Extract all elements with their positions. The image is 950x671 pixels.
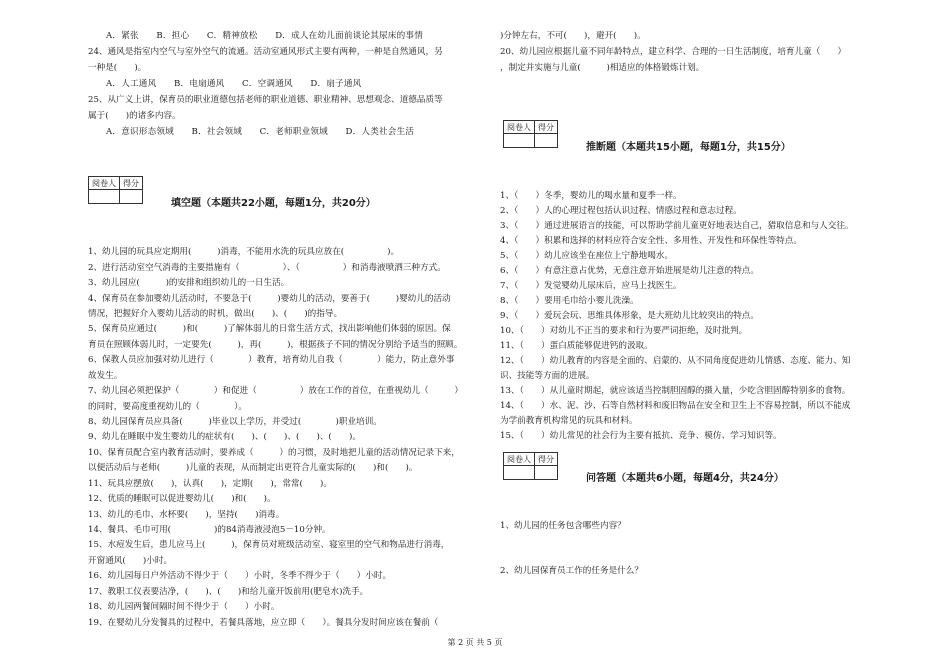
score-label: 得分 [535,453,558,466]
fill-line: 19、在婴幼儿分发餐具的过程中，若餐具落地，应立即（ ）。餐具分发时间应该在餐前（ [88,618,439,628]
grader-label: 阅卷人 [504,453,535,466]
q24-stem: 24、通风是指室内空气与室外空气的流通。活动室通风形式主要有两种，一种是自然通风，另 [88,47,443,57]
q23-options: A．紧张 B．担心 C．精神放松 D．成人在幼儿面前谈论其尿床的事情 [106,31,423,41]
judge-line: 14、（ ）水、泥、沙、石等自然材料和废旧物品在安全和卫生上不容易控制，所以不能成 [500,401,851,411]
score-label: 得分 [535,121,558,134]
grader-cell[interactable] [504,466,535,480]
fill-line: 7、幼儿园必须把保护（ ）和促进（ ）放在工作的首位，在重视幼儿（ ） [88,386,464,396]
fill-line: 2、进行活动室空气消毒的主要措施有（ ）、（ ）和消毒液喷洒三种方式。 [88,263,446,273]
fill-line: 故发生。 [88,371,123,381]
judge-line: 12、（ ）幼儿教育的内容是全面的、启蒙的、从不同角度促进幼儿情感、态度、能力、知 [500,356,851,366]
q20-stem-cont: ，制定并实施与儿童( )相适应的体格锻炼计划。 [500,63,705,73]
score-cell[interactable] [120,190,143,204]
judge-line: 13、（ ）从儿童时期起，就应该适当控制胆固醇的摄入量，少吃含胆固醇特别多的食物。 [500,386,851,396]
fill-line: 16、幼儿园每日户外活动不得少于（ ）小时，冬季不得少于（ ）小时。 [88,571,392,581]
q25-options: A．意识形态领域 B．社会领域 C．老师职业领域 D．人类社会生活 [106,127,415,137]
page-number: 第 2 页 共 5 页 [447,638,503,647]
judge-line: 9、（ ）爱玩会玩、思维具体形象，是大班幼儿比较突出的特点。 [500,311,759,321]
judge-line: 10、（ ）对幼儿不正当的要求和行为要严词拒绝，及时批判。 [500,326,748,336]
fill-line: 14、餐具、毛巾可用( )的84消毒液浸泡5－10分钟。 [88,525,331,535]
fill-line: 1、幼儿园的玩具应定期用( )消毒，不能用水洗的玩具应放在( )。 [88,247,400,257]
judge-line: 3、（ ）通过进展语言的技能，可以帮助学前儿童更好地表达自己，猎取信息和与人交往。 [500,221,854,231]
grader-cell[interactable] [89,190,120,204]
q20-stem: 20、幼儿园应根据儿童不同年龄特点，建立科学、合理的一日生活制度，培育儿童（ ） [500,47,847,57]
fill-line: 5、保育员应通过( )和( )了解体弱儿的日常生活方式，找出影响他们体弱的原因。保 [88,324,451,334]
qa-question-1: 1、幼儿园的任务包含哪些内容？ [500,521,626,531]
score-box-qa [503,452,558,480]
fill-line: 12、优质的睡眠可以促进婴幼儿( )和( )。 [88,494,276,504]
judge-line: 1、（ ）冬季，婴幼儿的喝水量和夏季一样。 [500,191,682,201]
judge-line: 8、（ ）要用毛巾给小婴儿洗澡。 [500,296,639,306]
fill-line: 6、保教人员应加强对幼儿进行（ ）教育，培育幼儿自我（ ）能力，防止意外事 [88,355,455,365]
judge-line: 6、（ ）有意注意占优势，无意注意开始进展是幼儿注意的特点。 [500,266,759,276]
score-box-fill [88,176,143,204]
q25-stem-cont: 属于( )的诸多内容。 [88,111,181,121]
judge-line: 7、（ ）发觉婴幼儿尿床后，应马上找医生。 [500,281,682,291]
q19-cont: )分钟左右，不可( )，避开( )。 [500,31,646,41]
fill-line: 17、教职工仪表要洁净，( )、( )和给儿童开饭前用(肥皂水)洗手。 [88,587,369,597]
fill-line: 育员在照顾体弱儿时，一定要先( )，再( )，根据孩子不同的情况分别给予适当的照顾。 [88,340,463,350]
fill-line: 8、幼儿园保育员应具备( )毕业以上学历，并受过( )职业培训。 [88,417,382,427]
judge-line: 为学前教育机构常见的玩具和材料。 [500,416,638,426]
judge-line: 11、（ ）蛋白质能够促进钙的汲取。 [500,341,653,351]
grader-cell[interactable] [504,134,535,148]
fill-line: 9、幼儿在睡眠中发生婴幼儿的症状有( )、( )、( )、( )。 [88,432,361,442]
qa-question-2: 2、幼儿园保育员工作的任务是什么？ [500,566,643,576]
fill-line: 10、保育员配合室内教育活动时，要养成（ ）的习惯，及时地把儿童的活动情况记录下来， [88,448,460,458]
score-label: 得分 [120,177,143,190]
score-box-judge [503,120,558,148]
fill-line: 15、水痘发生后，患儿应马上( )，保育员对班级活动室、寝室里的空气和物品进行消毒， [88,540,450,550]
grader-label: 阅卷人 [89,177,120,190]
q24-stem-cont: 一种是( )。 [88,63,147,73]
judge-line: 5、（ ）幼儿应该坐在座位上宁静地喝水。 [500,251,674,261]
fill-line: 4、保育员在参加婴幼儿活动时，不要急于( )婴幼儿的活动，要善于( )婴幼儿的活动 [88,294,451,304]
q25-stem: 25、从广义上讲，保育员的职业道德包括老师的职业道德、职业精神、思想观念、道德品质等 [88,95,443,105]
judge-line: 2、（ ）人的心理过程包括认识过程、情感过程和意志过程。 [500,206,742,216]
judge-line: 15、（ ）幼儿常见的社会行为主要有抵抗、竞争、模仿、学习知识等。 [500,431,782,441]
fill-line: 以便活动后与老师( )儿童的表现，从而制定出更符合儿童实际的( )和( )。 [88,463,418,473]
judge-line: 识、技能等方面的进展。 [500,371,595,381]
fill-line: 11、玩具应摆放( )，认真( )，定期( )，常常( )。 [88,479,333,489]
fill-line: 情况，把握好介入婴幼儿活动的时机，做出( )、( )的指导。 [88,309,343,319]
fill-line: 的同时，要高度重视幼儿的（ ）。 [88,402,247,412]
fill-line: 18、幼儿园两餐间隔时间不得少于（ ）小时。 [88,602,280,612]
score-cell[interactable] [535,134,558,148]
q24-options: A．人工通风 B．电扇通风 C．空调通风 D．扇子通风 [106,79,362,89]
grader-label: 阅卷人 [504,121,535,134]
fill-line: 3、幼儿园应( )的安排和组织幼儿的一日生活。 [88,278,290,288]
fill-line: 13、幼儿的毛巾、水杯要( )，坚持( )消毒。 [88,510,285,520]
judge-line: 4、（ ）积累和选择的材料应符合安全性、多用性、开发性和环保性等特点。 [500,236,802,246]
judge-section-title: 推断题（本题共15小题，每题1分，共15分） [586,142,791,153]
score-cell[interactable] [535,466,558,480]
qa-section-title: 问答题（本题共6小题，每题4分，共24分） [586,473,784,484]
fill-section-title: 填空题（本题共22小题，每题1分，共20分） [171,198,376,209]
fill-line: 开窗通风( )小时。 [88,556,173,566]
